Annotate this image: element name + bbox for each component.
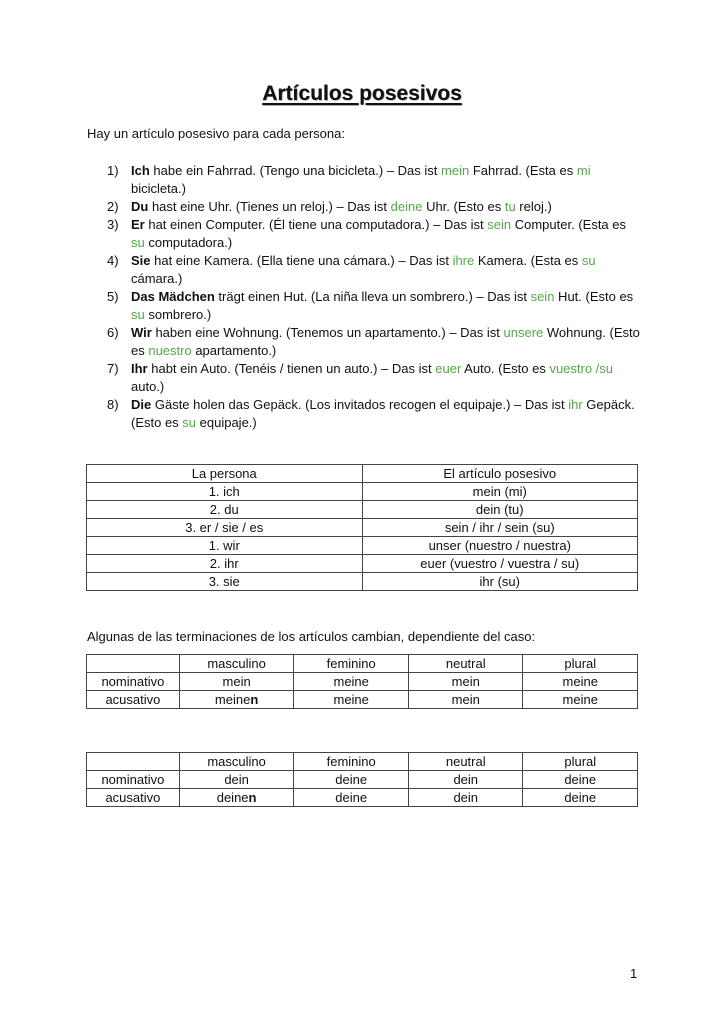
- article-stem: meine: [333, 692, 369, 707]
- gender-header: neutral: [408, 753, 523, 771]
- sentence-text: reloj.): [515, 199, 552, 214]
- possessive-word: tu: [504, 199, 516, 214]
- possessive-word: mein: [441, 163, 470, 178]
- article-ending: n: [250, 692, 259, 707]
- person-cell: 3. er / sie / es: [87, 519, 363, 537]
- sentence-text: Kamera. (Esta es: [474, 253, 582, 268]
- table-header-row: [87, 753, 638, 771]
- person-cell: 2. ihr: [87, 555, 363, 573]
- article-stem: mein: [451, 674, 480, 689]
- sentence-text: auto.): [131, 379, 165, 394]
- table-row: [87, 483, 638, 501]
- possessive-word: su: [581, 253, 596, 268]
- sentence-text: Hut. (Esto es: [554, 289, 634, 304]
- declension-table-dein: [86, 752, 638, 807]
- possessive-word: vuestro /su: [549, 361, 614, 376]
- table-row: [87, 691, 638, 709]
- gender-header: plural: [523, 753, 638, 771]
- example-sentence-list: [88, 162, 640, 432]
- article-cell: mein (mi): [362, 483, 638, 501]
- case-label: acusativo: [87, 789, 180, 807]
- article-stem: mein: [451, 692, 480, 707]
- article-stem: deine: [216, 790, 249, 805]
- possessive-word: sein: [487, 217, 512, 232]
- possessive-word: euer: [435, 361, 462, 376]
- page-title: Artículos posesivos: [262, 82, 462, 105]
- article-cell: ihr (su): [362, 573, 638, 591]
- article-cell: euer (vuestro / vuestra / su): [362, 555, 638, 573]
- corner-cell: [87, 753, 180, 771]
- possessive-word: su: [131, 307, 145, 322]
- sentence-text: Fahrrad. (Esta es: [469, 163, 577, 178]
- article-form-cell: [523, 673, 638, 691]
- subject-pronoun: Er: [131, 217, 145, 232]
- sentence-item: [88, 288, 640, 324]
- possessive-word: nuestro: [148, 343, 192, 358]
- article-form-cell: [408, 771, 523, 789]
- sentence-text: Auto. (Esto es: [461, 361, 550, 376]
- article-form-cell: [179, 673, 294, 691]
- sentence-number: 4): [107, 253, 119, 268]
- subject-pronoun: Das Mädchen: [131, 289, 215, 304]
- sentence-number: 5): [107, 289, 119, 304]
- article-cell: sein / ihr / sein (su): [362, 519, 638, 537]
- sentence-text: Computer. (Esta es: [511, 217, 627, 232]
- table-row: [87, 555, 638, 573]
- table-row: [87, 771, 638, 789]
- table-row: [87, 673, 638, 691]
- sentence-number: 2): [107, 199, 119, 214]
- article-form-cell: [408, 691, 523, 709]
- article-cell: unser (nuestro / nuestra): [362, 537, 638, 555]
- table-row: [87, 789, 638, 807]
- article-stem: meine: [562, 692, 598, 707]
- subject-pronoun: Ich: [131, 163, 150, 178]
- sentence-text: hat eine Kamera. (Ella tiene una cámara.) – Das ist: [150, 253, 453, 268]
- article-form-cell: [294, 691, 409, 709]
- gender-header: feminino: [294, 753, 409, 771]
- subject-pronoun: Die: [131, 397, 152, 412]
- article-stem: meine: [214, 692, 251, 707]
- article-form-cell: [294, 789, 409, 807]
- table-row: [87, 501, 638, 519]
- sentence-item: [88, 360, 640, 396]
- article-ending: n: [248, 790, 257, 805]
- sentence-number: 1): [107, 163, 119, 178]
- declension-table-mein: [86, 654, 638, 709]
- sentence-text: Wohnung. (Esto es: [131, 325, 640, 358]
- sentence-text: cámara.): [131, 271, 183, 286]
- sentence-text: habt ein Auto. (Tenéis / tienen un auto.) – Das ist: [147, 361, 436, 376]
- sentence-text: hast eine Uhr. (Tienes un reloj.) – Das ist: [148, 199, 391, 214]
- sentence-item: [88, 396, 640, 432]
- possessive-article-table: [86, 464, 638, 591]
- possessive-word: mi: [576, 163, 591, 178]
- subject-pronoun: Sie: [131, 253, 151, 268]
- sentence-text: bicicleta.): [131, 181, 186, 196]
- gender-header: neutral: [408, 655, 523, 673]
- article-form-cell: [179, 771, 294, 789]
- possessive-word: ihre: [452, 253, 475, 268]
- article-form-cell: [179, 691, 294, 709]
- table-header-row: [87, 655, 638, 673]
- possessive-word: ihr: [568, 397, 583, 412]
- sentence-text: Gepäck. (Esto es: [131, 397, 635, 430]
- subject-pronoun: Ihr: [131, 361, 148, 376]
- table-row: [87, 519, 638, 537]
- possessive-word: deine: [390, 199, 423, 214]
- column-header: La persona: [87, 465, 363, 483]
- possessive-word: sein: [530, 289, 555, 304]
- declension-caption: Algunas de las terminaciones de los artículos cambian, dependiente del caso:: [87, 629, 536, 644]
- article-form-cell: [179, 789, 294, 807]
- sentence-text: apartamento.): [191, 343, 277, 358]
- table-row: [87, 537, 638, 555]
- sentence-item: [88, 324, 640, 360]
- article-form-cell: [408, 673, 523, 691]
- article-form-cell: [294, 771, 409, 789]
- article-form-cell: [523, 789, 638, 807]
- sentence-item: [88, 198, 640, 216]
- possessive-word: su: [131, 235, 145, 250]
- sentence-text: haben eine Wohnung. (Tenemos un apartamento.) – Das ist: [151, 325, 504, 340]
- sentence-item: [88, 252, 640, 288]
- gender-header: feminino: [294, 655, 409, 673]
- article-form-cell: [408, 789, 523, 807]
- subject-pronoun: Du: [131, 199, 149, 214]
- table-header-row: [87, 465, 638, 483]
- sentence-text: habe ein Fahrrad. (Tengo una bicicleta.) – Das ist: [149, 163, 442, 178]
- article-stem: meine: [562, 674, 598, 689]
- sentence-text: equipaje.): [196, 415, 257, 430]
- article-form-cell: [294, 673, 409, 691]
- gender-header: plural: [523, 655, 638, 673]
- person-cell: 1. ich: [87, 483, 363, 501]
- sentence-item: [88, 162, 640, 198]
- article-stem: mein: [222, 674, 251, 689]
- possessive-word: unsere: [503, 325, 544, 340]
- article-stem: deine: [564, 790, 597, 805]
- article-form-cell: [523, 691, 638, 709]
- table-row: [87, 573, 638, 591]
- subject-pronoun: Wir: [131, 325, 152, 340]
- sentence-number: 7): [107, 361, 119, 376]
- sentence-number: 8): [107, 397, 119, 412]
- sentence-item: [88, 216, 640, 252]
- article-stem: meine: [333, 674, 369, 689]
- case-label: nominativo: [87, 673, 180, 691]
- person-cell: 1. wir: [87, 537, 363, 555]
- article-stem: dein: [453, 790, 479, 805]
- sentence-text: Gäste holen das Gepäck. (Los invitados recogen el equipaje.) – Das ist: [151, 397, 569, 412]
- gender-header: masculino: [179, 655, 294, 673]
- person-cell: 3. sie: [87, 573, 363, 591]
- article-stem: deine: [564, 772, 597, 787]
- person-cell: 2. du: [87, 501, 363, 519]
- sentence-text: sombrero.): [144, 307, 212, 322]
- article-cell: dein (tu): [362, 501, 638, 519]
- sentence-text: computadora.): [144, 235, 233, 250]
- possessive-word: su: [182, 415, 197, 430]
- article-stem: dein: [453, 772, 479, 787]
- column-header: El artículo posesivo: [362, 465, 638, 483]
- gender-header: masculino: [179, 753, 294, 771]
- case-label: acusativo: [87, 691, 180, 709]
- sentence-text: Uhr. (Esto es: [422, 199, 505, 214]
- sentence-number: 6): [107, 325, 119, 340]
- article-stem: dein: [224, 772, 249, 787]
- corner-cell: [87, 655, 180, 673]
- sentence-text: trägt einen Hut. (La niña lleva un sombrero.) – Das ist: [214, 289, 531, 304]
- sentence-text: hat einen Computer. (Él tiene una computadora.) – Das ist: [144, 217, 488, 232]
- case-label: nominativo: [87, 771, 180, 789]
- page-number: 1: [630, 966, 638, 981]
- intro-text: Hay un artículo posesivo para cada persona:: [87, 126, 345, 141]
- sentence-number: 3): [107, 217, 119, 232]
- article-form-cell: [523, 771, 638, 789]
- article-stem: deine: [335, 772, 368, 787]
- article-stem: deine: [335, 790, 368, 805]
